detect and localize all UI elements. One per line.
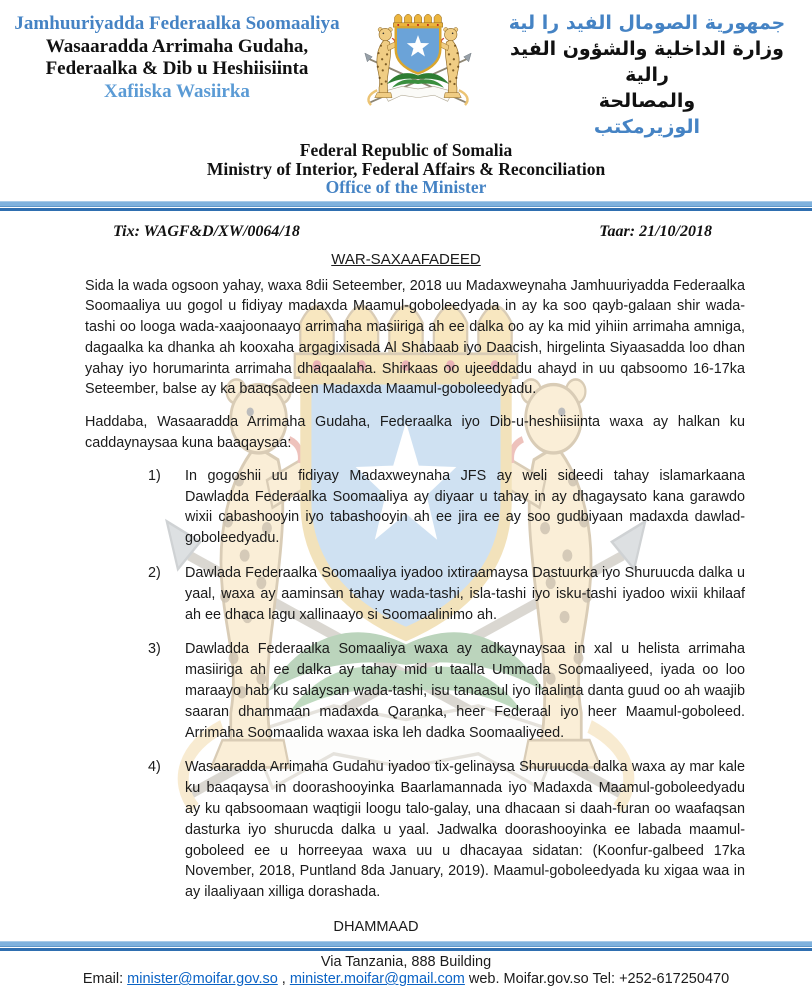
office-name-somali: Xafiiska Wasiirka [104, 80, 250, 102]
list-item-number: 3) [148, 641, 161, 658]
office-name-arabic: الوزيرمكتب [593, 116, 701, 138]
reference-row [113, 223, 712, 241]
reference-number: Tix: WAGF&D/XW/0064/18 [113, 222, 300, 240]
document-body [85, 276, 745, 936]
footer-contact-line [0, 971, 812, 987]
letterhead [0, 0, 812, 140]
office-name-english: Office of the Minister [325, 177, 487, 197]
ministry-name-somali-1: Wasaaradda Arrimaha Gudaha, [45, 35, 309, 57]
list-item-number: 4) [148, 759, 161, 776]
list-item-number: 1) [148, 467, 161, 484]
document-title: WAR-SAXAAFADEED [331, 250, 481, 268]
email-label: Email: [82, 971, 124, 987]
republic-name-somali: Jamhuuriyadda Federaalka Soomaaliya [14, 13, 340, 34]
footer-divider-bar [0, 941, 812, 947]
somalia-coat-of-arms [350, 8, 486, 118]
email-link-1[interactable]: minister@moifar.gov.so [127, 971, 278, 987]
list-item [85, 757, 745, 903]
paragraph-declaration: Haddaba, Wasaaradda Arrimaha Gudaha, Federaalka iyo Dib-u-heshiisiinta waxa ay halkan ku caddaynaysaa kuna baaqaysaa: [85, 414, 745, 452]
paragraph-intro: Sida la wada ogsoon yahay, waxa 8dii Seteember, 2018 uu Madaxweynaha Jamhuuriyadda Federaalka Soomaaliya uu gogol u fidiyay madaxda Maamul-goboleedyada in ay ka soo qayb-galaan shir wada-tashi oo looga wada-xaajoonaayo arrimaha masiiriga ah ee dalka oo ay ka mid yihiin arrimaha amniga, dagaalka ka dhanka ah kooxaha argagixisada Al Shabaab iyo Daacish, hirgelinta Siyaasadda loo dhan yahay iyo horumarinta arrimaha dhaqaalaha. Shirkaas oo ujeeddadu ahayd in uu qabsoomo 16-17ka Seteember, balse ay ka baaqsadeen Madaxda Maamul-goboleedyadu. [85, 277, 745, 398]
list-item-text: Wasaaradda Arrimaha Gudahu iyadoo tix-gelinaysa Shuruucda dalka waxa ay mar kale ku baaqaysa in doorashooyinka Baarlamannada iyo Madaxda Maamul-goboleedyadu ay ku qabsoomaan waqtigii loogu talo-galay, una dhacaan si daah-furan oo waafaqsan dasturka iyo shurucda dalka u yaal. Jadwalka doorashooyinka ee labada maamul-goboleed ee u horreeyaa waxa uu u dhacayaa sidatan: (Koonfur-galbeed 17ka November, 2018, Puntland 8da January, 2019). Maamul-goboleedyada ku xigaa waa in ay ilaaliyaan xilliga dorashada. [185, 759, 745, 901]
republic-name-english: Federal Republic of Somalia [299, 140, 513, 160]
list-item-number: 2) [148, 565, 161, 582]
list-item-text: In gogoshii uu fidiyay Madaxweynaha JFS ay weli sideedi tahay islamarkaana Dawladda Federaalka Soomaaliya ay diyaar u tahay in ay dhagaysato kana garawdo wixii cabashooyin iyo tabashooyin ah ee jira ee ay soo gudbiyaan madaxda dawlad-goboleedyadu. [185, 467, 745, 547]
letterhead-arabic-block [488, 8, 806, 140]
page-footer [0, 941, 812, 987]
footer-divider [0, 941, 812, 951]
header-divider-line [0, 208, 812, 211]
list-item [85, 639, 745, 743]
republic-name-arabic: جمهورية الصومال الفيد را لية [508, 12, 786, 34]
ministry-name-english: Ministry of Interior, Federal Affairs & Reconciliation [206, 158, 606, 179]
ministry-name-arabic-1: وزارة الداخلية والشؤون الفيد رالية [510, 38, 784, 86]
email-separator: , [281, 971, 286, 987]
ministry-name-somali-2: Federaalka & Dib u Heshiisiinta [45, 58, 309, 79]
list-item-text: Dawladda Federaalka Somaaliya waxa ay adkaynaysaa in xal u helista arrimaha masiiriga ah ee dalka ay tahay mid u taalla Ummada Soomaaliyeed, iyada oo loo maraayo hab ku salaysan wada-tashi, isu tanaasul iyo ilaalinta danta guud oo ah waajib saaran dhammaan madaxda Qaranka, heer Federaal iyo heer Maamul-goboleed. Arrimaha Soomaalida waxaa iska leh dadka Soomaaliyeed. [185, 641, 745, 741]
letterhead-somali-block [6, 8, 348, 103]
ministry-name-arabic-2: والمصالحة [598, 90, 696, 112]
footer-address: Via Tanzania, 888 Building [320, 954, 492, 970]
email-link-2[interactable]: minister.moifar@gmail.com [289, 971, 465, 987]
reference-date: Taar: 21/10/2018 [599, 222, 712, 240]
list-item [85, 563, 745, 625]
closing-word: DHAMMAAD [333, 919, 419, 936]
list-item-text: Dawlada Federaalka Soomaaliya iyadoo ixtiraamaysa Dastuurka iyo Shuruucda dalka u yaal, waxa ay aaminsan tahay wada-tashi, isla-tashi iyo isku-tashi iyadoo wixii khilaaf ah ee dhaca lagu xallinaayo si Soomaalinimo ah. [185, 565, 745, 623]
web-and-tel: web. Moifar.gov.so Tel: +252-617250470 [468, 971, 730, 987]
list-item [85, 466, 745, 549]
letterhead-english-block [0, 141, 812, 197]
footer-divider-line [0, 948, 812, 951]
header-divider [0, 201, 812, 211]
header-divider-bar [0, 201, 812, 207]
numbered-points [85, 466, 745, 903]
